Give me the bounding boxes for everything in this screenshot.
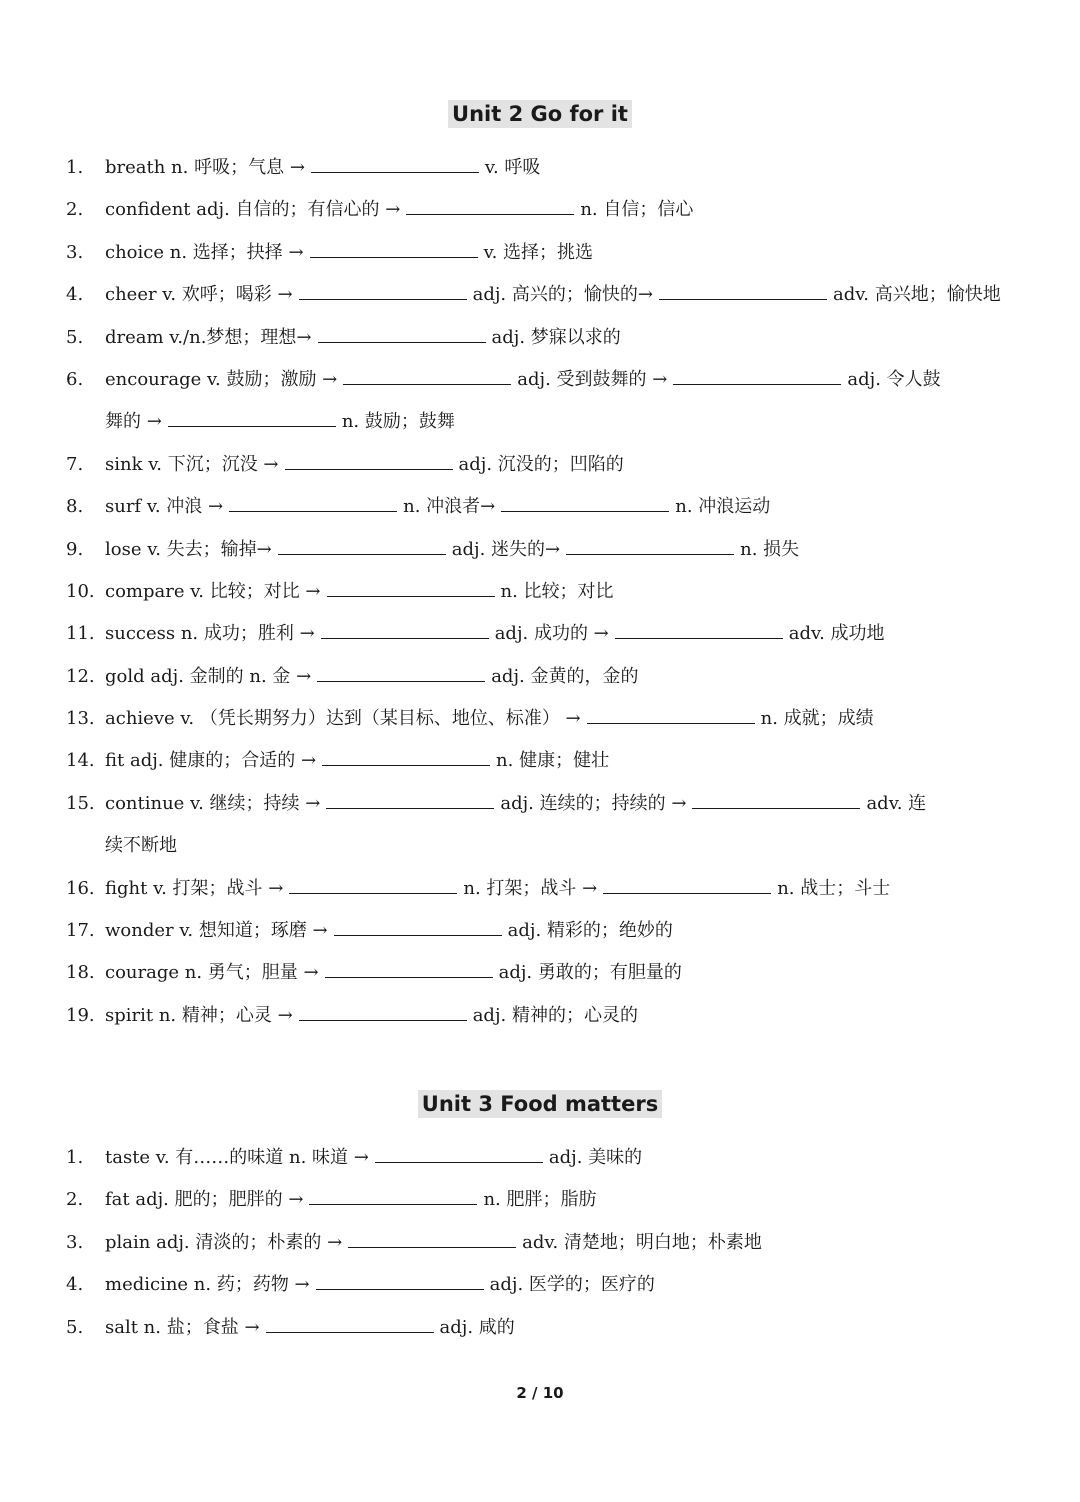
- item-text: cheer v. 欢呼；喝彩 →: [105, 284, 293, 306]
- item-content: [105, 698, 874, 740]
- page-number: 2 / 10: [516, 1384, 564, 1402]
- answer-blank[interactable]: [321, 628, 489, 639]
- vocab-item: [0, 444, 1080, 486]
- item-text: 舞的 →: [105, 411, 162, 433]
- item-text: sink v. 下沉；沉没 →: [105, 453, 279, 475]
- item-content: [105, 147, 540, 189]
- item-text: n. 自信；信心: [580, 199, 694, 221]
- item-text: adj. 沉没的；凹陷的: [458, 453, 624, 475]
- item-text: medicine n. 药；药物 →: [105, 1274, 310, 1296]
- vocab-item: [0, 401, 1080, 443]
- vocab-item: [0, 656, 1080, 698]
- item-content: [105, 783, 926, 825]
- vocab-item: [0, 910, 1080, 952]
- answer-blank[interactable]: [615, 628, 783, 639]
- item-text: n. 比较；对比: [500, 580, 614, 602]
- item-text: n. 打架；战斗 →: [463, 877, 598, 899]
- item-text: adj. 精彩的；绝妙的: [507, 920, 673, 942]
- vocab-item: [0, 698, 1080, 740]
- item-number: 18.: [66, 962, 95, 984]
- item-content: [105, 656, 638, 698]
- item-text: adj. 迷失的→: [451, 538, 561, 560]
- vocab-item: [0, 952, 1080, 994]
- item-text: fight v. 打架；战斗 →: [105, 877, 284, 899]
- answer-blank[interactable]: [229, 501, 397, 512]
- item-number: 4.: [66, 1274, 84, 1296]
- item-text: adj. 美味的: [548, 1147, 643, 1168]
- item-text: adj. 精神的；心灵的: [472, 1004, 638, 1026]
- vocab-item: [0, 1307, 1080, 1349]
- vocab-item: [0, 740, 1080, 782]
- item-content: [105, 952, 682, 994]
- item-number: 2.: [66, 1189, 84, 1211]
- item-number: 2.: [66, 199, 84, 221]
- item-text: wonder v. 想知道；琢磨 →: [105, 920, 328, 942]
- item-text: continue v. 继续；持续 →: [105, 792, 321, 814]
- item-text: adj. 勇敢的；有胆量的: [498, 962, 682, 984]
- item-number: 6.: [66, 368, 84, 390]
- item-number: 1.: [66, 1147, 84, 1168]
- answer-blank[interactable]: [322, 755, 490, 766]
- answer-blank[interactable]: [343, 374, 511, 385]
- answer-blank[interactable]: [375, 1152, 543, 1163]
- item-text: courage n. 勇气；胆量 →: [105, 962, 319, 984]
- vocab-item: [0, 529, 1080, 571]
- item-text: compare v. 比较；对比 →: [105, 580, 321, 602]
- answer-blank[interactable]: [326, 798, 494, 809]
- answer-blank[interactable]: [285, 459, 453, 470]
- vocab-item: [0, 1137, 1080, 1179]
- item-text: adv. 清楚地；明白地；朴素地: [522, 1231, 762, 1253]
- item-text: choice n. 选择；抉择 →: [105, 241, 304, 263]
- item-content: [105, 529, 799, 571]
- unit3-vocab-list: [0, 1137, 1080, 1349]
- item-text: adj. 金黄的，金的: [491, 665, 639, 687]
- item-number: 14.: [66, 750, 95, 772]
- vocab-item: [0, 147, 1080, 189]
- item-text: surf v. 冲浪 →: [105, 496, 224, 518]
- item-text: n. 健康；健壮: [496, 750, 610, 772]
- item-content: [105, 1264, 655, 1306]
- item-number: 19.: [66, 1004, 95, 1026]
- item-content: [105, 1222, 762, 1264]
- item-number: 13.: [66, 708, 95, 730]
- item-number: 7.: [66, 453, 84, 475]
- answer-blank[interactable]: [309, 1194, 477, 1205]
- answer-blank[interactable]: [348, 1237, 516, 1248]
- answer-blank[interactable]: [318, 332, 486, 343]
- answer-blank[interactable]: [266, 1322, 434, 1333]
- item-text: adj. 梦寐以求的: [491, 326, 621, 348]
- item-text: n. 肥胖；脂肪: [483, 1189, 597, 1211]
- answer-blank[interactable]: [501, 501, 669, 512]
- item-content: [105, 444, 624, 486]
- item-text: encourage v. 鼓励；激励 →: [105, 368, 338, 390]
- item-content: [105, 1137, 642, 1179]
- answer-blank[interactable]: [299, 289, 467, 300]
- item-text: 续不断地: [105, 835, 177, 857]
- answer-blank[interactable]: [327, 586, 495, 597]
- vocab-item: [0, 868, 1080, 910]
- item-text: gold adj. 金制的 n. 金 →: [105, 665, 312, 687]
- answer-blank[interactable]: [587, 713, 755, 724]
- vocab-item: [0, 825, 1080, 867]
- item-number: 3.: [66, 1231, 84, 1253]
- answer-blank[interactable]: [692, 798, 860, 809]
- item-text: lose v. 失去；输掉→: [105, 538, 272, 560]
- item-content: [105, 486, 770, 528]
- item-text: spirit n. 精神；心灵 →: [105, 1004, 293, 1026]
- item-content: [105, 232, 593, 274]
- vocab-item: [0, 232, 1080, 274]
- item-text: achieve v. （凭长期努力）达到（某目标、地位、标准） →: [105, 708, 581, 730]
- item-text: n. 冲浪运动: [675, 496, 771, 518]
- unit3-title: Unit 3 Food matters: [0, 1092, 1080, 1116]
- item-text: adj. 高兴的；愉快的→: [472, 284, 653, 306]
- answer-blank[interactable]: [311, 162, 479, 173]
- vocab-item: [0, 274, 1080, 316]
- item-text: n. 冲浪者→: [403, 496, 496, 518]
- item-text: success n. 成功；胜利 →: [105, 623, 315, 645]
- item-number: 1.: [66, 157, 84, 178]
- item-text: taste v. 有……的味道 n. 味道 →: [105, 1147, 369, 1168]
- answer-blank[interactable]: [603, 883, 771, 894]
- item-content: [105, 189, 693, 231]
- item-text: adj. 受到鼓舞的 →: [517, 368, 668, 390]
- item-number: 3.: [66, 241, 84, 263]
- item-number: 5.: [66, 326, 84, 348]
- vocab-item: [0, 995, 1080, 1037]
- answer-blank[interactable]: [659, 289, 827, 300]
- item-text: adv. 连: [866, 792, 927, 814]
- item-content: [105, 825, 177, 867]
- item-text: fit adj. 健康的；合适的 →: [105, 750, 317, 772]
- item-content: [105, 317, 621, 359]
- item-content: [105, 571, 614, 613]
- item-text: adj. 成功的 →: [494, 623, 609, 645]
- unit2-title: Unit 2 Go for it: [0, 102, 1080, 126]
- item-text: adj. 令人鼓: [847, 368, 941, 390]
- answer-blank[interactable]: [317, 671, 485, 682]
- item-text: n. 战士；斗士: [777, 877, 891, 899]
- item-number: 16.: [66, 877, 95, 899]
- vocab-item: [0, 1264, 1080, 1306]
- vocab-item: [0, 486, 1080, 528]
- item-text: n. 损失: [740, 538, 800, 560]
- item-text: plain adj. 清淡的；朴素的 →: [105, 1231, 343, 1253]
- answer-blank[interactable]: [406, 204, 574, 215]
- item-text: salt n. 盐；食盐 →: [105, 1316, 260, 1338]
- item-text: fat adj. 肥的；肥胖的 →: [105, 1189, 304, 1211]
- vocab-item: [0, 613, 1080, 655]
- item-content: [105, 274, 1001, 316]
- item-content: [105, 401, 455, 443]
- item-text: v. 呼吸: [484, 157, 541, 178]
- item-content: [105, 1179, 596, 1221]
- item-number: 8.: [66, 496, 84, 518]
- answer-blank[interactable]: [334, 925, 502, 936]
- item-number: 15.: [66, 792, 95, 814]
- item-content: [105, 910, 673, 952]
- item-number: 17.: [66, 920, 95, 942]
- item-text: dream v./n.梦想；理想→: [105, 326, 312, 348]
- item-number: 11.: [66, 623, 95, 645]
- item-content: [105, 613, 885, 655]
- item-text: v. 选择；挑选: [483, 241, 594, 263]
- item-content: [105, 868, 890, 910]
- answer-blank[interactable]: [168, 416, 336, 427]
- item-content: [105, 740, 609, 782]
- vocab-item: [0, 1179, 1080, 1221]
- vocab-item: [0, 571, 1080, 613]
- item-number: 5.: [66, 1316, 84, 1338]
- unit2-vocab-list: [0, 147, 1080, 1037]
- item-text: adv. 高兴地；愉快地: [832, 284, 1001, 306]
- vocab-item: [0, 189, 1080, 231]
- item-text: breath n. 呼吸；气息 →: [105, 157, 305, 178]
- item-number: 10.: [66, 580, 95, 602]
- item-content: [105, 995, 638, 1037]
- item-text: adj. 咸的: [439, 1316, 515, 1338]
- item-text: adv. 成功地: [788, 623, 885, 645]
- item-text: adj. 医学的；医疗的: [489, 1274, 655, 1296]
- answer-blank[interactable]: [566, 544, 734, 555]
- item-content: [105, 359, 941, 401]
- item-text: confident adj. 自信的；有信心的 →: [105, 199, 401, 221]
- item-number: 12.: [66, 665, 95, 687]
- vocab-item: [0, 1222, 1080, 1264]
- vocab-item: [0, 359, 1080, 401]
- item-number: 9.: [66, 538, 84, 560]
- answer-blank[interactable]: [310, 247, 478, 258]
- answer-blank[interactable]: [316, 1279, 484, 1290]
- answer-blank[interactable]: [673, 374, 841, 385]
- item-text: n. 鼓励；鼓舞: [341, 411, 455, 433]
- answer-blank[interactable]: [325, 967, 493, 978]
- item-content: [105, 1307, 515, 1349]
- vocab-item: [0, 783, 1080, 825]
- answer-blank[interactable]: [289, 883, 457, 894]
- item-text: n. 成就；成绩: [760, 708, 874, 730]
- item-number: 4.: [66, 284, 84, 306]
- vocab-item: [0, 317, 1080, 359]
- answer-blank[interactable]: [278, 544, 446, 555]
- answer-blank[interactable]: [299, 1010, 467, 1021]
- item-text: adj. 连续的；持续的 →: [500, 792, 687, 814]
